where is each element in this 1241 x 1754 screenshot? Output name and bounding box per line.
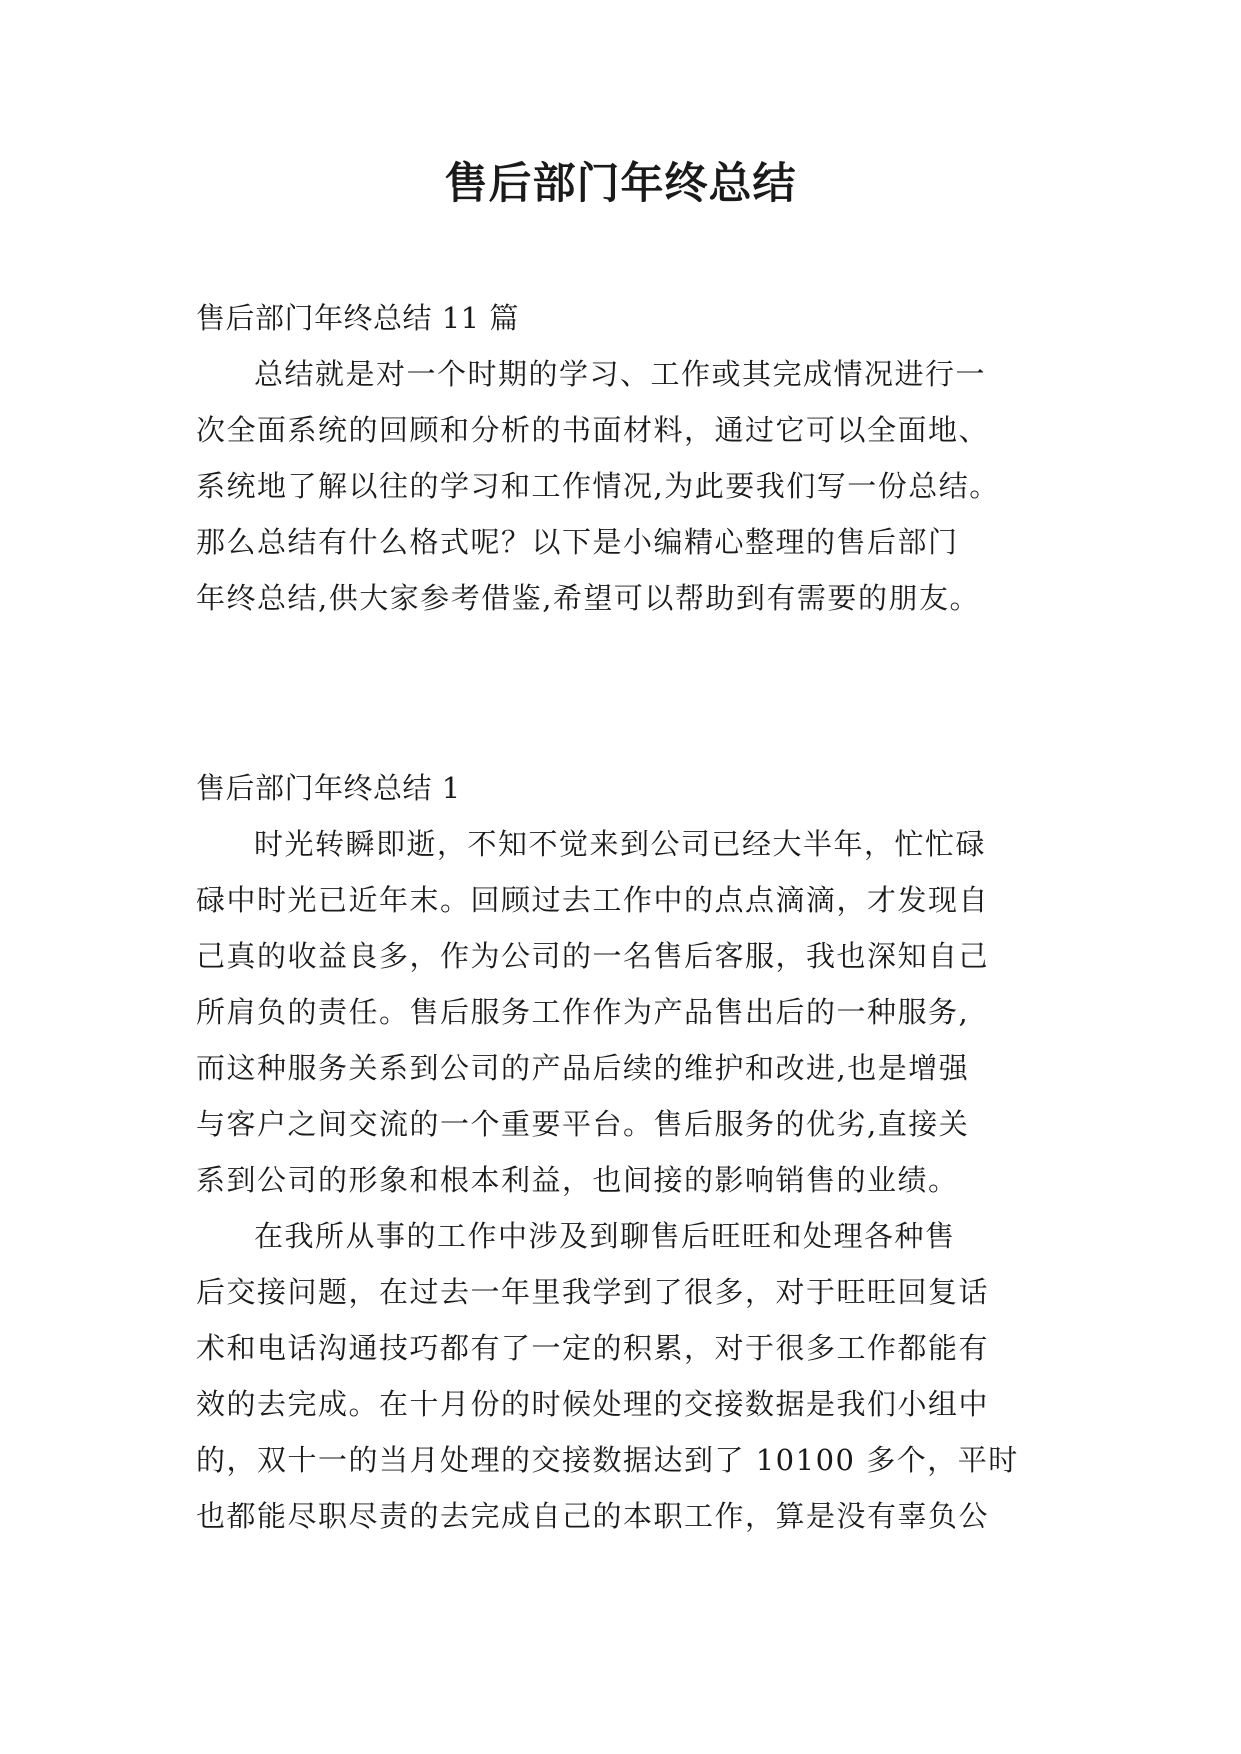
subtitle: 售后部门年终总结 11 篇 xyxy=(196,301,519,335)
section-heading: 售后部门年终总结 1 xyxy=(196,771,461,805)
body-line: 在我所从事的工作中涉及到聊售后旺旺和处理各种售 xyxy=(254,1219,956,1253)
body-line: 术和电话沟通技巧都有了一定的积累，对于很多工作都能有 xyxy=(196,1331,990,1365)
body-line: 时光转瞬即逝，不知不觉来到公司已经大半年，忙忙碌 xyxy=(254,827,987,861)
body-line: 也都能尽职尽责的去完成自己的本职工作，算是没有辜负公 xyxy=(196,1499,990,1533)
document-title: 售后部门年终总结 xyxy=(444,159,797,209)
intro-line: 年终总结,供大家参考借鉴,希望可以帮助到有需要的朋友。 xyxy=(196,581,980,615)
body-line: 系到公司的形象和根本利益，也间接的影响销售的业绩。 xyxy=(196,1163,959,1197)
body-line: 后交接问题，在过去一年里我学到了很多，对于旺旺回复话 xyxy=(196,1275,990,1309)
intro-line: 次全面系统的回顾和分析的书面材料，通过它可以全面地、 xyxy=(196,413,990,447)
body-line: 效的去完成。在十月份的时候处理的交接数据是我们小组中 xyxy=(196,1387,990,1421)
intro-line: 总结就是对一个时期的学习、工作或其完成情况进行一 xyxy=(254,357,987,391)
body-line: 与客户之间交流的一个重要平台。售后服务的优劣,直接关 xyxy=(196,1107,970,1141)
body-line: 碌中时光已近年末。回顾过去工作中的点点滴滴，才发现自 xyxy=(196,883,990,917)
intro-line: 系统地了解以往的学习和工作情况,为此要我们写一份总结。 xyxy=(196,469,1000,503)
body-line: 的，双十一的当月处理的交接数据达到了 10100 多个，平时 xyxy=(196,1443,1019,1477)
body-line: 而这种服务关系到公司的产品后续的维护和改进,也是增强 xyxy=(196,1051,970,1085)
body-line: 所肩负的责任。售后服务工作作为产品售出后的一种服务, xyxy=(196,995,970,1029)
body-line: 己真的收益良多，作为公司的一名售后客服，我也深知自己 xyxy=(196,939,990,973)
intro-line: 那么总结有什么格式呢？以下是小编精心整理的售后部门 xyxy=(196,525,959,559)
